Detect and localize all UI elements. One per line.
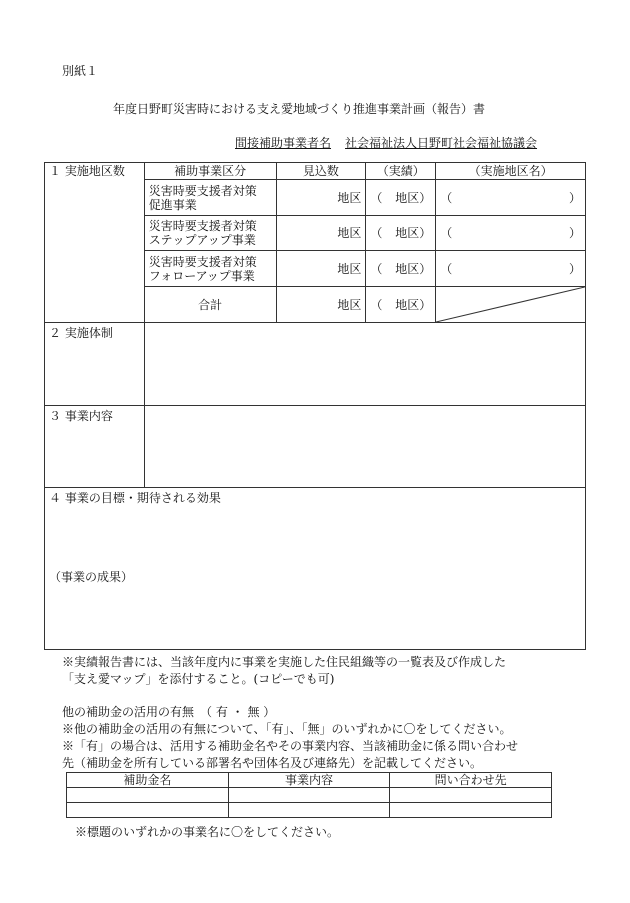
area-name-open: （ [440,190,453,205]
other-subsidy-note2-line2: 先（補助金を所有している部署名や団体名及び連絡先）を記載してください。 [62,756,483,770]
actual-unit: 地区） [395,190,432,205]
other-subsidy-question: 他の補助金の活用の有無 （ 有 ・ 無 ） [62,705,276,719]
subsidy-header-row [67,773,552,788]
total-estimate: 地区 [276,287,366,323]
category-cell [144,251,276,287]
subsidy-col-content: 事業内容 [228,773,390,788]
diagonal-strike [436,287,585,322]
estimate-cell: 地区 [276,180,366,216]
subsidy-contact-cell[interactable] [390,788,552,803]
actual-unit: 地区） [395,261,432,276]
category-line2: 促進事業 [148,197,197,212]
plan-table [44,162,586,650]
col-header-estimate: 見込数 [276,163,366,180]
category-line1: 災害時要支援者対策 [148,183,257,198]
subsidy-name-cell[interactable] [67,788,229,803]
section4-cell[interactable] [45,488,586,650]
area-name-close: ） [568,190,581,205]
table-row [67,803,552,818]
plan-table-header-row [45,163,586,180]
section3-label: ３ 事業内容 [45,406,145,488]
area-name-open: （ [440,226,453,240]
col-header-area-names: （実施地区名） [436,163,586,180]
actual-cell [366,216,436,251]
operator-line [235,134,537,151]
total-label: 合計 [144,287,276,323]
section4-label: ４ 事業の目標・期待される効果 [49,491,221,505]
category-line1: 災害時要支援者対策 [148,219,257,233]
section2-row [45,323,586,406]
subsidy-content-cell[interactable] [228,803,390,818]
other-subsidy-note2-line1: ※「有」の場合は、活用する補助金名やその事業内容、当該補助金に係る問い合わせ [62,739,519,753]
area-name-close: ） [568,261,581,276]
section1-label: １ 実施地区数 [45,163,145,323]
category-line1: 災害時要支援者対策 [148,254,257,269]
area-name-close: ） [568,226,581,240]
section2-content[interactable] [144,323,585,406]
report-note-line1: ※実績報告書には、当該年度内に事業を実施した住民組織等の一覧表及び作成した [62,655,507,669]
operator-name: 社会福祉法人日野町社会福祉協議会 [345,136,538,150]
category-line2: ステップアップ事業 [148,233,256,247]
subsidy-contact-cell[interactable] [390,803,552,818]
section2-label: ２ 実施体制 [45,323,145,406]
col-header-category: 補助事業区分 [144,163,276,180]
actual-unit: 地区） [395,297,432,312]
category-cell [144,216,276,251]
other-subsidy-note1: ※他の補助金の活用の有無について、「有」、「無」のいずれかに〇をしてください。 [62,722,512,736]
section3-content[interactable] [144,406,585,488]
area-name-cell [436,216,586,251]
actual-open: （ [370,226,383,240]
category-line2: フォローアップ事業 [148,268,255,283]
estimate-cell: 地区 [276,216,366,251]
area-name-open: （ [440,261,453,276]
section4-sub: （事業の成果） [49,570,134,584]
total-area-names-crossed [436,287,586,323]
document-title: 年度日野町災害時における支え愛地域づくり推進事業計画（報告）書 [113,102,486,116]
actual-open: （ [370,261,383,276]
actual-open: （ [370,190,383,205]
estimate-cell: 地区 [276,251,366,287]
section3-row [45,406,586,488]
subsidy-col-contact: 問い合わせ先 [390,773,552,788]
total-actual [366,287,436,323]
subsidy-content-cell[interactable] [228,788,390,803]
actual-unit: 地区） [395,226,432,240]
subsidy-name-cell[interactable] [67,803,229,818]
actual-cell [366,251,436,287]
actual-cell [366,180,436,216]
table-row [67,788,552,803]
area-name-cell [436,251,586,287]
operator-label: 間接補助事業者名 [235,136,332,150]
col-header-actual: （実績） [366,163,436,180]
subsidy-col-name: 補助金名 [67,773,229,788]
report-note-line2: 「支え愛マップ」を添付すること。(コピーでも可) [62,672,335,686]
area-name-cell [436,180,586,216]
actual-open: （ [370,297,383,312]
footer-note: ※標題のいずれかの事業名に〇をしてください。 [75,825,340,839]
section4-row [45,488,586,650]
category-cell [144,180,276,216]
subsidy-table [66,772,552,818]
attachment-label: 別紙１ [62,64,99,78]
